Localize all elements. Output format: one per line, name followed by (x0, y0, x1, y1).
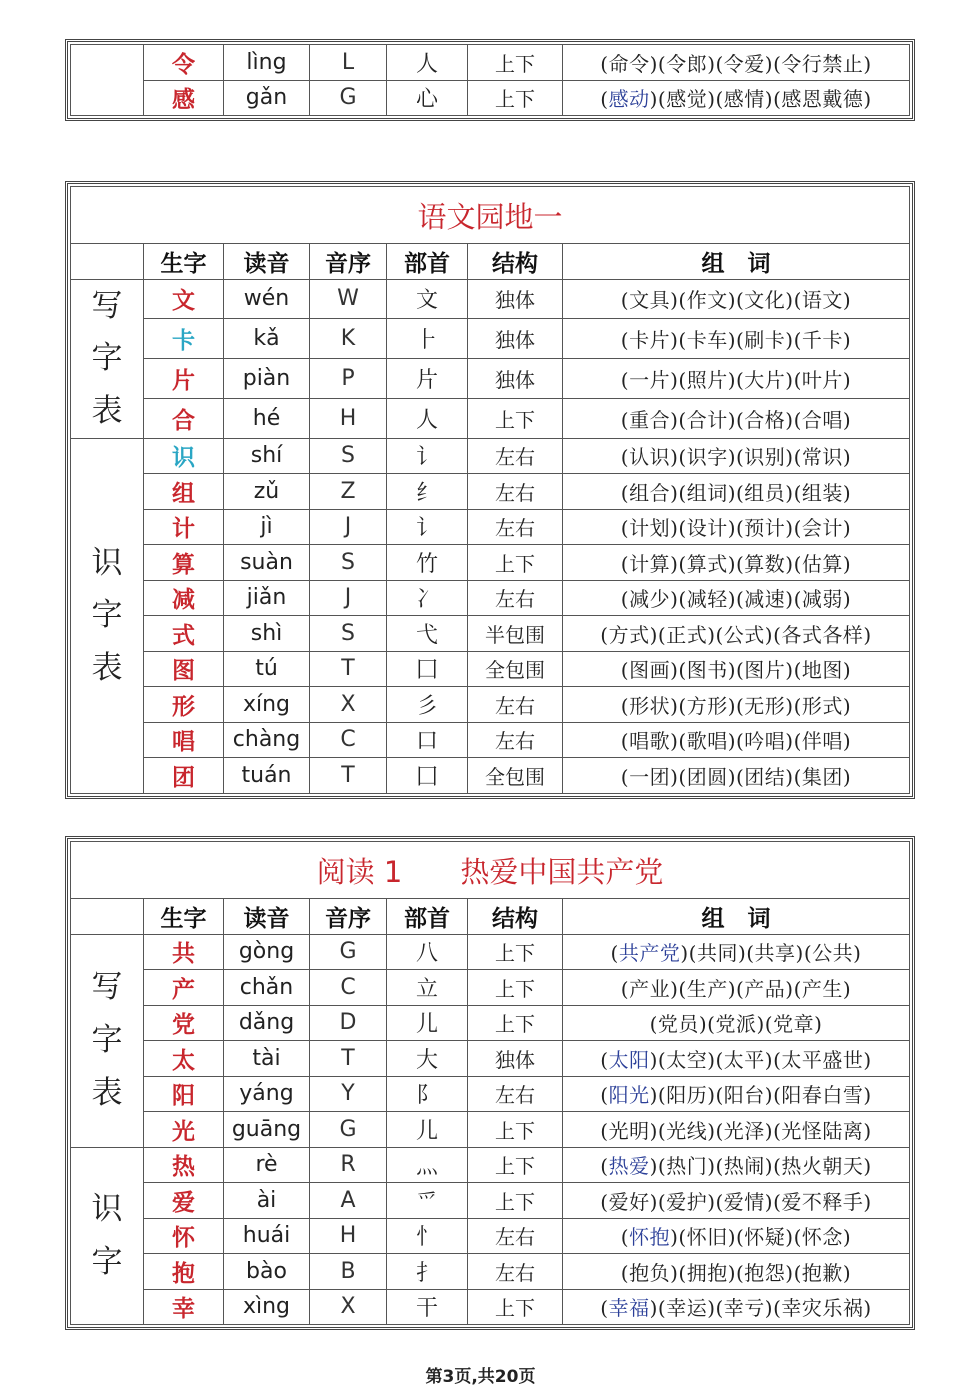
phonetic-order: H (310, 1218, 387, 1254)
word-examples (563, 80, 910, 116)
table-row (71, 722, 910, 758)
word-text: (产业)(生产)(产品)(产生) (620, 976, 852, 1001)
radical: 立 (387, 970, 468, 1006)
word-text: ( (610, 941, 619, 966)
structure: 独体 (468, 279, 563, 319)
structure: 左右 (468, 1254, 563, 1290)
phonetic-order: K (310, 319, 387, 359)
character: 感 (144, 80, 224, 116)
radical: 竹 (387, 545, 468, 581)
word-examples: (计划)(设计)(预计)(会计) (563, 509, 910, 545)
character: 减 (144, 580, 224, 616)
column-header: 音序 (310, 899, 387, 935)
radical: 灬 (387, 1147, 468, 1183)
radical: 八 (387, 934, 468, 970)
table-row (71, 545, 910, 581)
character: 文 (144, 279, 224, 319)
table-row (71, 1254, 910, 1290)
pinyin: tuán (224, 758, 310, 794)
phonetic-order: P (310, 359, 387, 399)
column-header: 读音 (224, 244, 310, 280)
column-header: 生字 (144, 244, 224, 280)
blank-header (71, 244, 144, 280)
radical: 爫 (387, 1183, 468, 1219)
radical: 干 (387, 1289, 468, 1325)
structure: 全包围 (468, 651, 563, 687)
table-row (71, 398, 910, 438)
character: 算 (144, 545, 224, 581)
structure: 左右 (468, 438, 563, 474)
word-examples (563, 1218, 910, 1254)
radical: 忄 (387, 1218, 468, 1254)
column-header: 组 词 (563, 244, 910, 280)
table-row (71, 1112, 910, 1148)
structure: 左右 (468, 1218, 563, 1254)
pinyin: kǎ (224, 319, 310, 359)
pinyin: piàn (224, 359, 310, 399)
character: 片 (144, 359, 224, 399)
table-row (71, 279, 910, 319)
header-row (71, 899, 910, 935)
character: 图 (144, 651, 224, 687)
structure: 上下 (468, 45, 563, 81)
phonetic-order: T (310, 651, 387, 687)
pinyin: xíng (224, 687, 310, 723)
structure: 上下 (468, 1289, 563, 1325)
structure: 左右 (468, 474, 563, 510)
word-highlight: 太阳 (608, 1047, 650, 1072)
structure: 独体 (468, 359, 563, 399)
phonetic-order: B (310, 1254, 387, 1290)
pinyin: wén (224, 279, 310, 319)
radical: 冫 (387, 580, 468, 616)
radical: 人 (387, 45, 468, 81)
phonetic-order: X (310, 1289, 387, 1325)
phonetic-order: S (310, 545, 387, 581)
blank-header (71, 899, 144, 935)
pinyin: dǎng (224, 1005, 310, 1041)
radical: 人 (387, 398, 468, 438)
column-header: 组 词 (563, 899, 910, 935)
phonetic-order: S (310, 438, 387, 474)
word-examples (563, 1183, 910, 1219)
word-examples: (唱歌)(歌唱)(吟唱)(伴唱) (563, 722, 910, 758)
phonetic-order: G (310, 1112, 387, 1148)
structure: 左右 (468, 687, 563, 723)
word-text: (抱负)(拥抱)(抱怨)(抱歉) (620, 1260, 852, 1285)
table-row (71, 319, 910, 359)
page-footer: 第3页,共20页 (425, 1367, 536, 1387)
pinyin: shí (224, 438, 310, 474)
table-row (71, 580, 910, 616)
character: 团 (144, 758, 224, 794)
phonetic-order: W (310, 279, 387, 319)
pinyin: bào (224, 1254, 310, 1290)
table-title: 语文园地一 (71, 187, 910, 244)
structure: 上下 (468, 1112, 563, 1148)
pinyin: jì (224, 509, 310, 545)
word-examples: (图画)(图书)(图片)(地图) (563, 651, 910, 687)
character: 幸 (144, 1289, 224, 1325)
structure: 上下 (468, 934, 563, 970)
table-row (71, 45, 910, 81)
table-row (71, 1005, 910, 1041)
character: 热 (144, 1147, 224, 1183)
word-examples (563, 1112, 910, 1148)
structure: 左右 (468, 1076, 563, 1112)
character: 阳 (144, 1076, 224, 1112)
section-label-text: 写字表 (91, 287, 123, 429)
phonetic-order: J (310, 580, 387, 616)
radical: 囗 (387, 651, 468, 687)
table-row (71, 758, 910, 794)
phonetic-order: R (310, 1147, 387, 1183)
structure: 半包围 (468, 616, 563, 652)
radical: 口 (387, 722, 468, 758)
word-examples (563, 45, 910, 81)
character: 识 (144, 438, 224, 474)
radical: 大 (387, 1041, 468, 1077)
table-row (71, 687, 910, 723)
table-row (71, 509, 910, 545)
column-header: 读音 (224, 899, 310, 935)
word-text: (爱好)(爱护)(爱情)(爱不释手) (600, 1189, 872, 1214)
word-examples: (减少)(减轻)(减速)(减弱) (563, 580, 910, 616)
pinyin: rè (224, 1147, 310, 1183)
character: 党 (144, 1005, 224, 1041)
pinyin: huái (224, 1218, 310, 1254)
radical: 文 (387, 279, 468, 319)
word-examples (563, 970, 910, 1006)
word-highlight: 阳光 (608, 1083, 650, 1108)
word-examples (563, 1147, 910, 1183)
pinyin: chàng (224, 722, 310, 758)
character: 太 (144, 1041, 224, 1077)
header-row (71, 244, 910, 280)
section-label-text: 写字表 (91, 969, 123, 1111)
structure: 上下 (468, 1147, 563, 1183)
word-text: ( (600, 1083, 609, 1108)
structure: 独体 (468, 319, 563, 359)
phonetic-order: G (310, 934, 387, 970)
character: 光 (144, 1112, 224, 1148)
phonetic-order: S (310, 616, 387, 652)
word-text: )(阳历)(阳台)(阳春白雪) (649, 1083, 872, 1108)
word-examples: (方式)(正式)(公式)(各式各样) (563, 616, 910, 652)
structure: 上下 (468, 1183, 563, 1219)
radical: 心 (387, 80, 468, 116)
section-label (71, 279, 144, 438)
table-row (71, 1218, 910, 1254)
table-row (71, 80, 910, 116)
table-row (71, 359, 910, 399)
radical: 弋 (387, 616, 468, 652)
structure: 上下 (468, 545, 563, 581)
section-label-text: 识字表 (91, 544, 123, 686)
structure: 全包围 (468, 758, 563, 794)
structure: 左右 (468, 580, 563, 616)
character: 怀 (144, 1218, 224, 1254)
radical: 讠 (387, 509, 468, 545)
pinyin: guāng (224, 1112, 310, 1148)
pinyin: yáng (224, 1076, 310, 1112)
table-yuwen-yuandi (70, 186, 910, 794)
table-row (71, 1147, 910, 1183)
radical: 儿 (387, 1112, 468, 1148)
structure: 上下 (468, 398, 563, 438)
column-header: 部首 (387, 244, 468, 280)
word-examples (563, 934, 910, 970)
word-examples (563, 1254, 910, 1290)
column-header: 音序 (310, 244, 387, 280)
table-continuation (70, 44, 910, 116)
phonetic-order: C (310, 970, 387, 1006)
radical: 纟 (387, 474, 468, 510)
word-text: )(怀旧)(怀疑)(怀念) (670, 1225, 852, 1250)
word-examples: (文具)(作文)(文化)(语文) (563, 279, 910, 319)
table-row (71, 616, 910, 652)
radical: 阝 (387, 1076, 468, 1112)
word-text: ( (600, 1047, 609, 1072)
word-text: )(感觉)(感情)(感恩戴德) (649, 87, 872, 112)
word-text: (命令)(令郎)(令爱)(令行禁止) (600, 51, 872, 76)
column-header: 生字 (144, 899, 224, 935)
phonetic-order: X (310, 687, 387, 723)
structure: 左右 (468, 509, 563, 545)
structure: 独体 (468, 1041, 563, 1077)
structure: 上下 (468, 1005, 563, 1041)
radical: 囗 (387, 758, 468, 794)
word-highlight: 感动 (608, 87, 650, 112)
character: 组 (144, 474, 224, 510)
word-examples: (形状)(方形)(无形)(形式) (563, 687, 910, 723)
phonetic-order: D (310, 1005, 387, 1041)
section-label-empty (71, 45, 144, 116)
character: 合 (144, 398, 224, 438)
phonetic-order: H (310, 398, 387, 438)
word-highlight: 幸福 (608, 1296, 650, 1321)
character: 形 (144, 687, 224, 723)
word-text: )(共同)(共享)(公共) (680, 941, 862, 966)
table-row (71, 1041, 910, 1077)
character: 计 (144, 509, 224, 545)
word-text: )(热门)(热闹)(热火朝天) (649, 1154, 872, 1179)
word-text: ( (600, 1296, 609, 1321)
structure: 上下 (468, 80, 563, 116)
word-examples (563, 1289, 910, 1325)
word-examples: (一团)(团圆)(团结)(集团) (563, 758, 910, 794)
character: 产 (144, 970, 224, 1006)
phonetic-order: C (310, 722, 387, 758)
word-examples (563, 1041, 910, 1077)
pinyin: tài (224, 1041, 310, 1077)
word-examples: (组合)(组词)(组员)(组装) (563, 474, 910, 510)
word-text: ( (600, 87, 609, 112)
table-row (71, 970, 910, 1006)
word-examples (563, 1076, 910, 1112)
column-header: 结构 (468, 244, 563, 280)
pinyin: suàn (224, 545, 310, 581)
phonetic-order: L (310, 45, 387, 81)
table-row (71, 438, 910, 474)
phonetic-order: G (310, 80, 387, 116)
word-examples: (卡片)(卡车)(刷卡)(千卡) (563, 319, 910, 359)
word-examples (563, 1005, 910, 1041)
table-row (71, 1076, 910, 1112)
table-row (71, 651, 910, 687)
section-label-text: 识字 (91, 1191, 123, 1280)
pinyin: gòng (224, 934, 310, 970)
word-text: )(太空)(太平)(太平盛世) (649, 1047, 872, 1072)
word-examples: (认识)(识字)(识别)(常识) (563, 438, 910, 474)
table-reading-1 (70, 841, 910, 1325)
character: 式 (144, 616, 224, 652)
word-highlight: 热爱 (608, 1154, 650, 1179)
table-title: 阅读 1 热爱中国共产党 (71, 842, 910, 899)
word-text: ( (620, 1225, 630, 1250)
pinyin: gǎn (224, 80, 310, 116)
word-text: (党员)(党派)(党章) (649, 1012, 823, 1037)
phonetic-order: A (310, 1183, 387, 1219)
radical: 讠 (387, 438, 468, 474)
word-examples: (计算)(算式)(算数)(估算) (563, 545, 910, 581)
phonetic-order: T (310, 1041, 387, 1077)
radical: ⺊ (387, 319, 468, 359)
pinyin: tú (224, 651, 310, 687)
section-label (71, 438, 144, 793)
character: 共 (144, 934, 224, 970)
word-highlight: 怀抱 (629, 1225, 671, 1250)
pinyin: ài (224, 1183, 310, 1219)
section-label (71, 1147, 144, 1325)
pinyin: jiǎn (224, 580, 310, 616)
radical: 儿 (387, 1005, 468, 1041)
table-row (71, 1289, 910, 1325)
table-row (71, 474, 910, 510)
pinyin: lìng (224, 45, 310, 81)
pinyin: chǎn (224, 970, 310, 1006)
pinyin: zǔ (224, 474, 310, 510)
character: 爱 (144, 1183, 224, 1219)
pinyin: xìng (224, 1289, 310, 1325)
structure: 左右 (468, 722, 563, 758)
character: 卡 (144, 319, 224, 359)
word-examples: (重合)(合计)(合格)(合唱) (563, 398, 910, 438)
word-highlight: 共产党 (618, 941, 681, 966)
table-row (71, 1183, 910, 1219)
table-row (71, 934, 910, 970)
radical: 彡 (387, 687, 468, 723)
word-text: (光明)(光线)(光泽)(光怪陆离) (600, 1118, 872, 1143)
character: 抱 (144, 1254, 224, 1290)
phonetic-order: Z (310, 474, 387, 510)
word-examples: (一片)(照片)(大片)(叶片) (563, 359, 910, 399)
column-header: 结构 (468, 899, 563, 935)
character: 令 (144, 45, 224, 81)
phonetic-order: J (310, 509, 387, 545)
pinyin: hé (224, 398, 310, 438)
section-label (71, 934, 144, 1147)
structure: 上下 (468, 970, 563, 1006)
phonetic-order: Y (310, 1076, 387, 1112)
character: 唱 (144, 722, 224, 758)
word-text: ( (600, 1154, 609, 1179)
column-header: 部首 (387, 899, 468, 935)
phonetic-order: T (310, 758, 387, 794)
word-text: )(幸运)(幸亏)(幸灾乐祸) (649, 1296, 872, 1321)
pinyin: shì (224, 616, 310, 652)
radical: 片 (387, 359, 468, 399)
radical: 扌 (387, 1254, 468, 1290)
